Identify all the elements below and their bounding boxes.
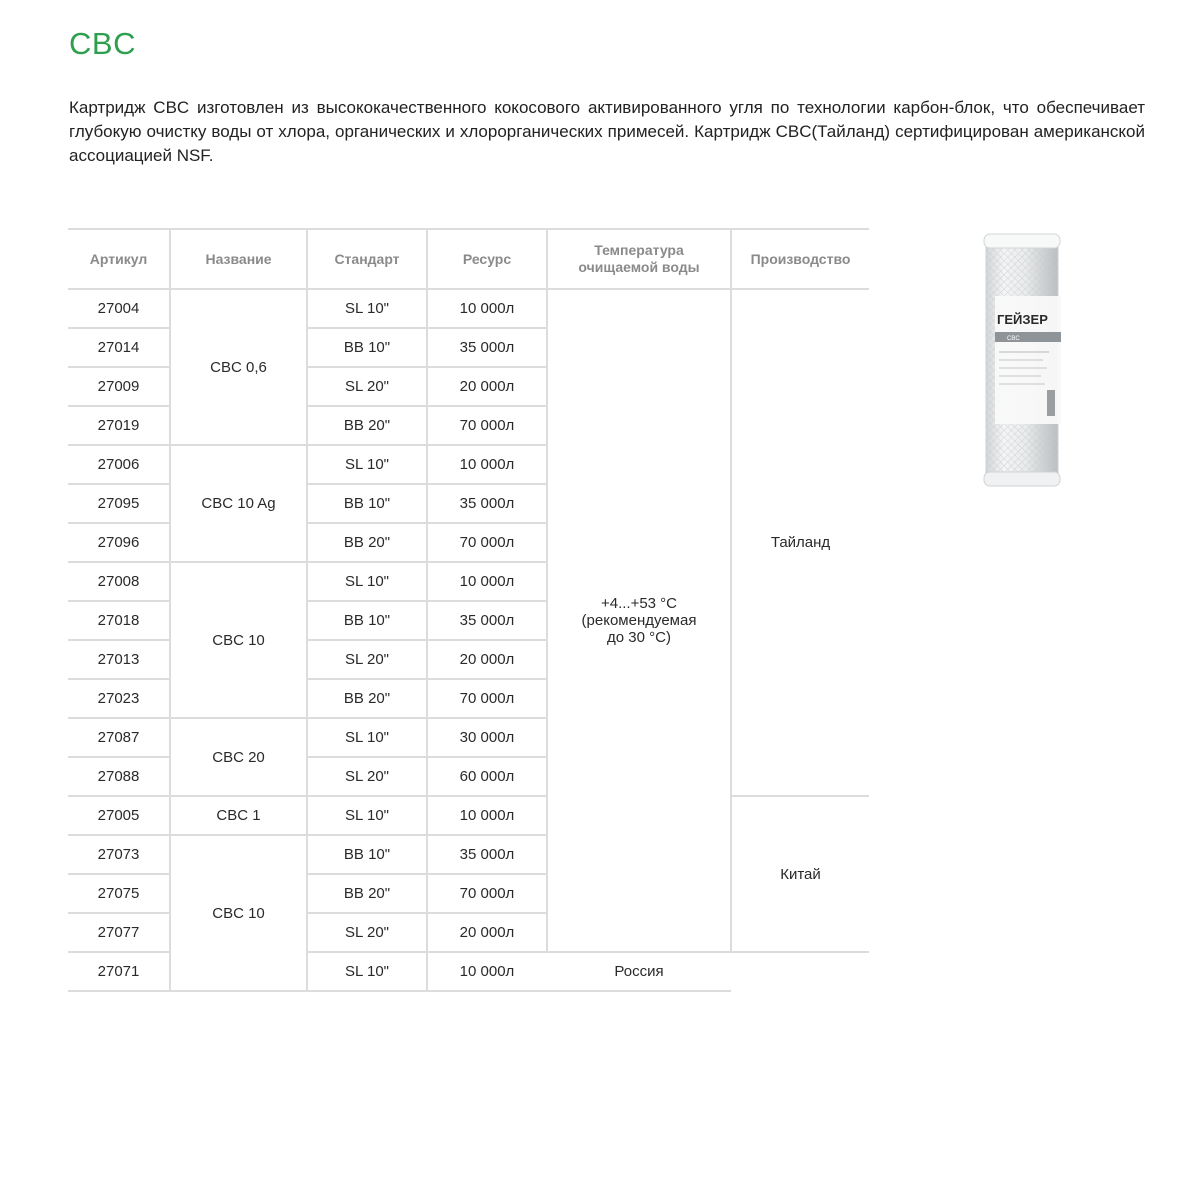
standard-cell: BB 10" (307, 835, 427, 874)
standard-cell: SL 10" (307, 796, 427, 835)
article-cell: 27075 (68, 874, 170, 913)
header-name: Название (170, 229, 307, 289)
resource-cell: 70 000л (427, 874, 547, 913)
name-cell: CBC 20 (170, 718, 307, 796)
article-cell: 27004 (68, 289, 170, 328)
article-cell: 27014 (68, 328, 170, 367)
product-description: Картридж CBC изготовлен из высококачественного кокосового активированного угля по технологии карбон-блок, что обеспечивает глубокую очистку воды от хлора, органических и хлорорганических примесей. Картридж CBC(Тайланд) сертифицирован американской ассоциацией NSF. (69, 98, 1145, 165)
production-cell-china: Китай (731, 796, 869, 952)
cartridge-label-stripe (995, 332, 1061, 342)
standard-cell: BB 20" (307, 406, 427, 445)
temperature-cell: +4...+53 °С (рекомендуемая до 30 °С) (547, 289, 731, 952)
resource-cell: 70 000л (427, 523, 547, 562)
table-row (68, 796, 869, 835)
article-cell: 27073 (68, 835, 170, 874)
article-cell: 27005 (68, 796, 170, 835)
article-cell: 27018 (68, 601, 170, 640)
resource-cell: 70 000л (427, 406, 547, 445)
article-cell: 27006 (68, 445, 170, 484)
standard-cell: SL 10" (307, 289, 427, 328)
resource-cell: 10 000л (427, 289, 547, 328)
cartridge-bottom-cap (984, 472, 1060, 486)
article-cell: 27096 (68, 523, 170, 562)
resource-cell: 20 000л (427, 367, 547, 406)
resource-cell: 35 000л (427, 328, 547, 367)
standard-cell: BB 10" (307, 328, 427, 367)
article-cell: 27008 (68, 562, 170, 601)
resource-cell: 35 000л (427, 601, 547, 640)
standard-cell: SL 10" (307, 952, 427, 991)
resource-cell: 30 000л (427, 718, 547, 757)
standard-cell: SL 20" (307, 757, 427, 796)
standard-cell: SL 20" (307, 367, 427, 406)
resource-cell: 10 000л (427, 445, 547, 484)
resource-cell: 60 000л (427, 757, 547, 796)
header-temperature: Температура очищаемой воды (547, 229, 731, 289)
standard-cell: BB 20" (307, 679, 427, 718)
name-cell: CBC 10 (170, 562, 307, 718)
standard-cell: BB 20" (307, 874, 427, 913)
name-cell: CBC 10 Ag (170, 445, 307, 562)
article-cell: 27095 (68, 484, 170, 523)
name-cell: CBC 1 (170, 796, 307, 835)
resource-cell: 70 000л (427, 679, 547, 718)
article-cell: 27019 (68, 406, 170, 445)
resource-cell: 10 000л (427, 796, 547, 835)
page-title: CBC (69, 26, 136, 61)
header-resource: Ресурс (427, 229, 547, 289)
cartridge-brand-text: ГЕЙЗЕР (997, 312, 1048, 327)
header-article: Артикул (68, 229, 170, 289)
table-header-row (68, 229, 869, 289)
header-production: Производство (731, 229, 869, 289)
standard-cell: BB 20" (307, 523, 427, 562)
standard-cell: SL 20" (307, 640, 427, 679)
article-cell: 27009 (68, 367, 170, 406)
article-cell: 27087 (68, 718, 170, 757)
production-cell-russia: Россия (547, 952, 731, 991)
resource-cell: 10 000л (427, 952, 547, 991)
article-cell: 27071 (68, 952, 170, 991)
cartridge-label-text: CBC (1007, 336, 1020, 342)
name-cell: CBC 0,6 (170, 289, 307, 445)
article-cell: 27077 (68, 913, 170, 952)
resource-cell: 20 000л (427, 913, 547, 952)
production-cell-thailand: Тайланд (731, 289, 869, 796)
cartridge-barcode (1047, 390, 1055, 416)
cartridge-image (983, 232, 1061, 488)
spec-table (68, 228, 869, 992)
article-cell: 27013 (68, 640, 170, 679)
standard-cell: SL 10" (307, 562, 427, 601)
article-cell: 27088 (68, 757, 170, 796)
standard-cell: SL 20" (307, 913, 427, 952)
standard-cell: BB 10" (307, 601, 427, 640)
resource-cell: 10 000л (427, 562, 547, 601)
standard-cell: SL 10" (307, 718, 427, 757)
resource-cell: 35 000л (427, 484, 547, 523)
standard-cell: SL 10" (307, 445, 427, 484)
name-cell: CBC 10 (170, 835, 307, 991)
cartridge-top-cap (984, 234, 1060, 248)
resource-cell: 20 000л (427, 640, 547, 679)
resource-cell: 35 000л (427, 835, 547, 874)
table-row (68, 289, 869, 328)
header-standard: Стандарт (307, 229, 427, 289)
article-cell: 27023 (68, 679, 170, 718)
standard-cell: BB 10" (307, 484, 427, 523)
